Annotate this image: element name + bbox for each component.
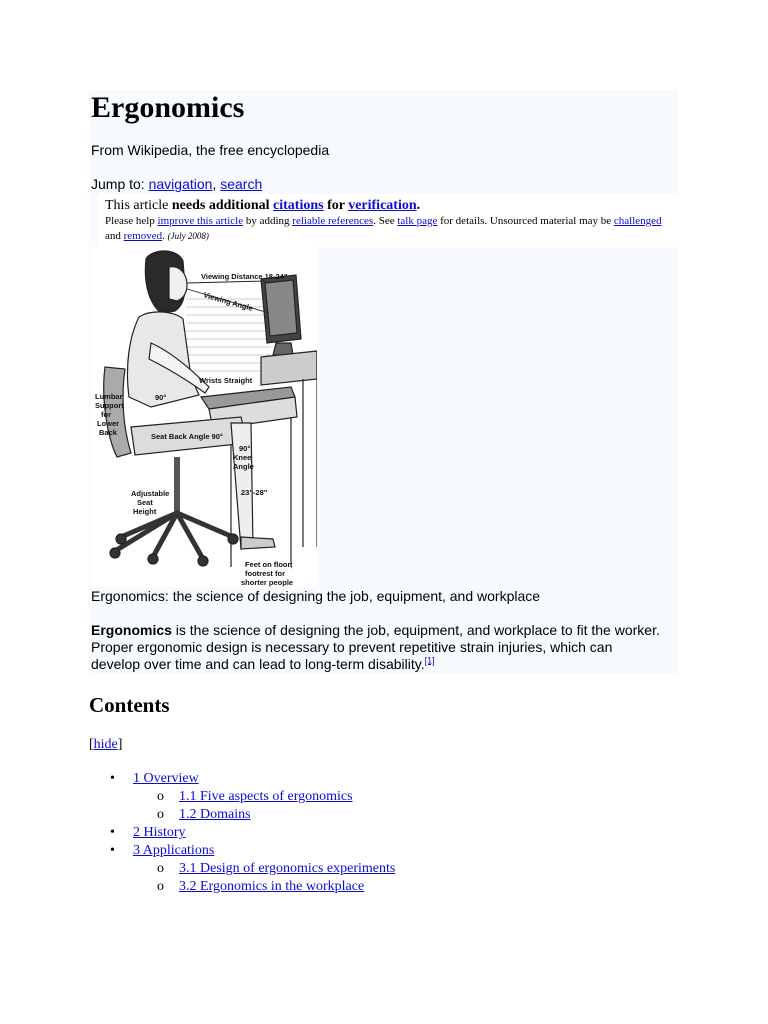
toc-link[interactable]: 3 Applications (133, 843, 215, 858)
toc-toggle-open: [ (89, 737, 94, 752)
toc-hide-link[interactable]: hide (93, 737, 118, 752)
label-feet-3: shorter people (241, 578, 294, 587)
label-adjustable-2: Seat (137, 498, 153, 507)
label-knee-range: 23"-28" (241, 488, 268, 497)
lead-term: Ergonomics (91, 622, 172, 638)
removed-link[interactable]: removed (123, 230, 163, 242)
verification-link[interactable]: verification (348, 198, 417, 213)
toc-link[interactable]: 3.2 Ergonomics in the workplace (179, 879, 365, 894)
label-knee-3: Angle (233, 462, 254, 471)
toc-link[interactable]: 1.1 Five aspects of ergonomics (179, 789, 353, 804)
notice-details: for details. Unsourced material may be (437, 215, 614, 227)
bullet-icon: • (110, 843, 115, 858)
label-viewing-angle: Viewing Angle (202, 290, 254, 313)
toc-list (110, 770, 395, 896)
toc-item-workplace (110, 878, 395, 896)
site-tagline: From Wikipedia, the free encyclopedia (91, 142, 330, 158)
toc-item-applications (110, 842, 395, 860)
toc-link[interactable]: 1 Overview (133, 771, 199, 786)
lead-paragraph (91, 622, 661, 673)
toc-item-domains (110, 806, 395, 824)
label-seat-back: Seat Back Angle 90° (151, 432, 223, 441)
label-knee-2: Knee (233, 453, 252, 462)
label-viewing-distance: Viewing Distance 18-24" (201, 272, 288, 281)
jump-to-links (91, 176, 262, 192)
notice-end: . (162, 230, 168, 242)
search-link[interactable]: search (220, 176, 263, 192)
notice-body (105, 214, 675, 244)
notice-for: for (323, 198, 349, 213)
label-knee-1: 90° (239, 444, 251, 453)
workstation-drawing (91, 247, 317, 587)
notice-help: Please help (105, 215, 158, 227)
notice-by-adding: by adding (243, 215, 293, 227)
toc-item-five-aspects (110, 788, 395, 806)
reliable-references-link[interactable]: reliable references (292, 215, 374, 227)
toc-item-overview (110, 770, 395, 788)
toc-item-history (110, 824, 395, 842)
circle-bullet-icon: o (157, 807, 164, 822)
improve-article-link[interactable]: improve this article (157, 215, 244, 227)
figure-caption: Ergonomics: the science of designing the job, equipment, and workplace (91, 588, 541, 604)
toc-link[interactable]: 2 History (133, 825, 186, 840)
bullet-icon: • (110, 771, 115, 786)
toc-link[interactable]: 1.2 Domains (179, 807, 251, 822)
label-lumbar-3: for (101, 410, 111, 419)
notice-see: . See (373, 215, 398, 227)
ergonomics-illustration[interactable] (91, 247, 317, 587)
circle-bullet-icon: o (157, 879, 164, 894)
challenged-link[interactable]: challenged (613, 215, 662, 227)
label-90-small: 90° (155, 393, 167, 402)
label-adjustable-3: Height (133, 507, 157, 516)
reference-1-link[interactable]: [1] (424, 655, 435, 666)
circle-bullet-icon: o (157, 789, 164, 804)
notice-lead: This article (105, 198, 172, 213)
notice-and: and (105, 230, 124, 242)
label-lumbar-1: Lumbar (95, 392, 123, 401)
talk-page-link[interactable]: talk page (397, 215, 438, 227)
toc-item-design-experiments (110, 860, 395, 878)
page-title: Ergonomics (91, 91, 245, 124)
toc-heading: Contents (89, 693, 170, 717)
toc-toggle (89, 736, 122, 753)
label-lumbar-4: Lower (97, 419, 120, 428)
notice-date: (July 2008) (167, 231, 209, 241)
label-lumbar-2: Support (95, 401, 124, 410)
lead-text: is the science of designing the job, equipment, and workplace to fit the worker. Proper ergonomic design is necessary to prevent repetitive strain injuries, which can develop over time and can lead to long-term disability. (91, 622, 660, 672)
circle-bullet-icon: o (157, 861, 164, 876)
label-wrists: Wrists Straight (199, 376, 253, 385)
label-feet-1: Feet on floor; (245, 560, 293, 569)
label-lumbar-5: Back (99, 428, 117, 437)
notice-title (105, 197, 420, 214)
citations-link[interactable]: citations (273, 198, 324, 213)
notice-needs: needs additional (171, 198, 274, 213)
label-feet-2: footrest for (245, 569, 285, 578)
navigation-link[interactable]: navigation (148, 176, 213, 192)
jump-to-label: Jump to: (91, 176, 149, 192)
notice-period: . (416, 198, 421, 213)
toc-link[interactable]: 3.1 Design of ergonomics experiments (179, 861, 396, 876)
bullet-icon: • (110, 825, 115, 840)
jump-separator: , (212, 176, 221, 192)
label-adjustable-1: Adjustable (131, 489, 170, 498)
toc-toggle-close: ] (117, 737, 123, 752)
